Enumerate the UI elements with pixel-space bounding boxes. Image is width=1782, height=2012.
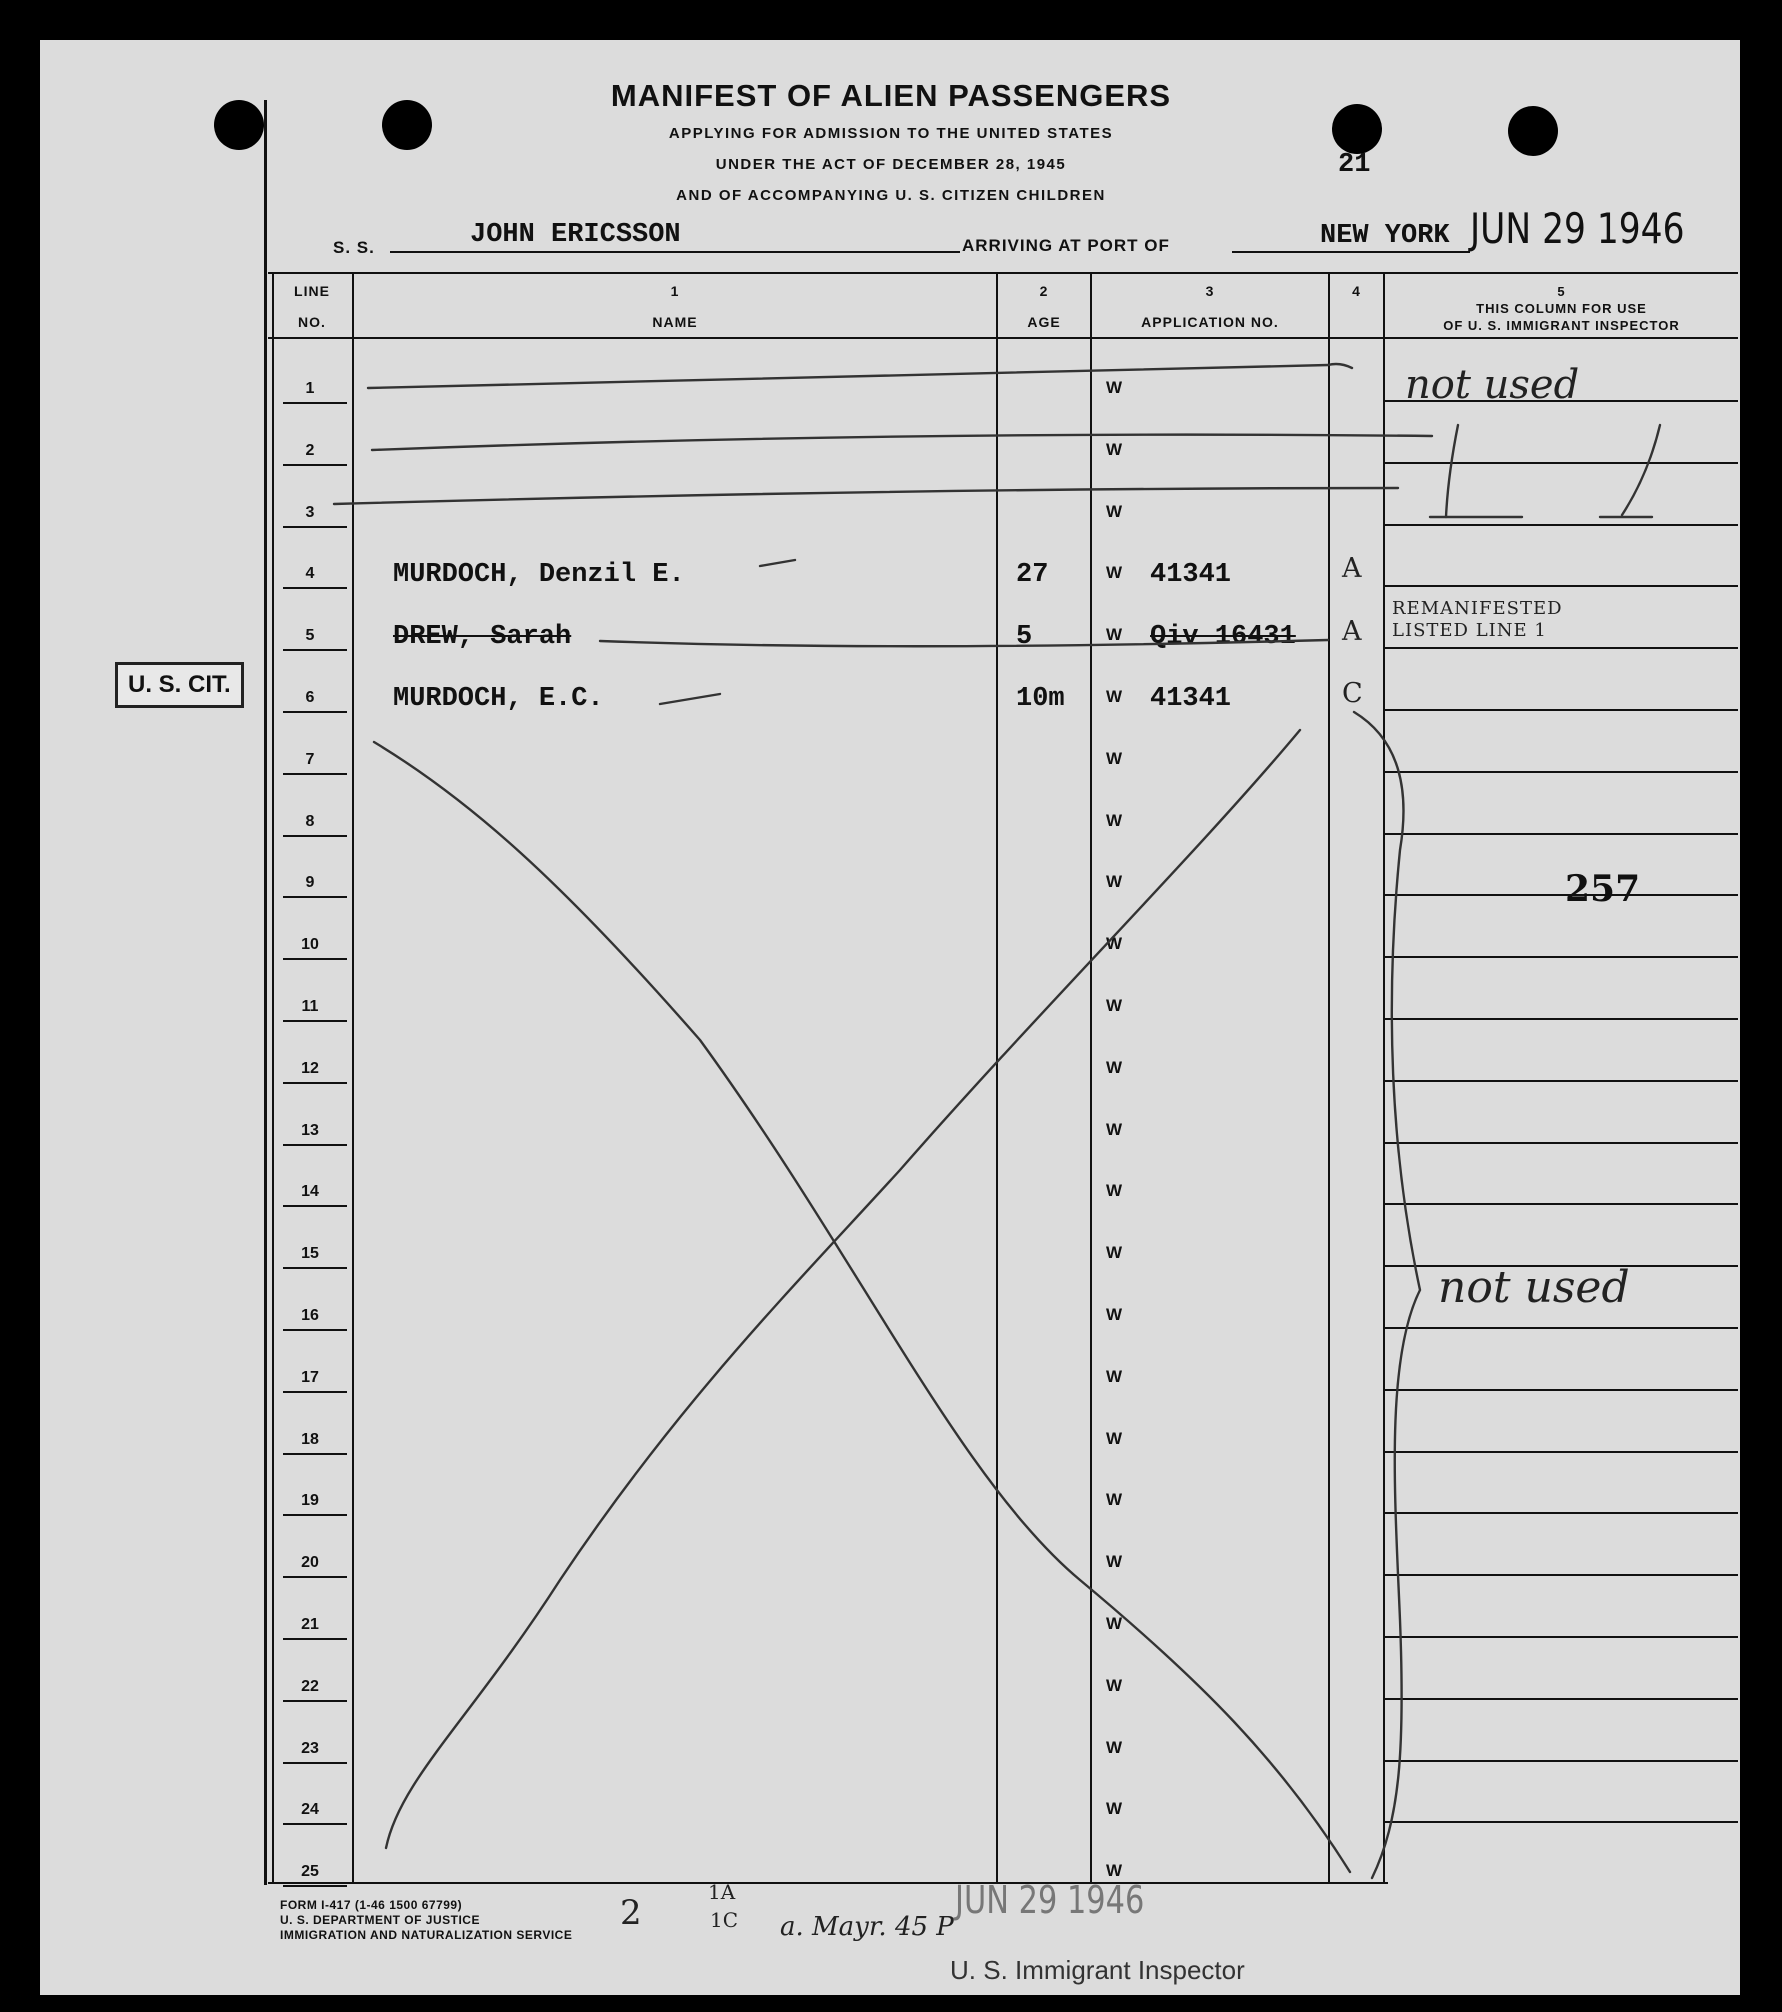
- application-prefix: W: [1106, 1614, 1123, 1633]
- row-number: 15: [301, 1245, 319, 1263]
- row-number: 10: [301, 936, 319, 954]
- cross-out-line: [386, 730, 1300, 1848]
- application-prefix: W: [1106, 1181, 1123, 1201]
- col4-mark: C: [1342, 678, 1363, 709]
- dash-mark: [660, 694, 720, 704]
- ss-label: S. S.: [333, 238, 375, 257]
- application-prefix: W: [1106, 996, 1123, 1015]
- footer-note: 1C: [710, 1908, 739, 1932]
- count-number: 257: [1565, 868, 1641, 910]
- form-subtitle: AND OF ACCOMPANYING U. S. CITIZEN CHILDREN: [676, 187, 1106, 204]
- application-prefix: W: [1106, 687, 1123, 706]
- row-number: 8: [305, 812, 315, 830]
- row-number: 19: [301, 1492, 319, 1510]
- passenger-name: MURDOCH, Denzil E.: [393, 560, 685, 590]
- row-number: 18: [301, 1430, 319, 1448]
- col-header-inspector: 5 THIS COLUMN FOR USE OF U. S. IMMIGRANT INSPECTOR: [1443, 284, 1680, 333]
- col4-mark: A: [1342, 553, 1362, 584]
- row-number: 2: [305, 441, 315, 459]
- col4-mark: A: [1342, 616, 1362, 647]
- strike-line: [368, 364, 1352, 388]
- handwritten-note: not used: [1438, 1262, 1630, 1313]
- date-stamp: JUN 29 1946: [1470, 204, 1685, 253]
- application-prefix: W: [1106, 563, 1123, 583]
- strike-line: [372, 435, 1432, 450]
- footer-signature: a. Mayr. 45 P: [780, 1912, 954, 1942]
- application-number: 41341: [1150, 684, 1232, 714]
- application-prefix: W: [1106, 1119, 1123, 1139]
- application-prefix: W: [1106, 1366, 1123, 1386]
- application-prefix: W: [1106, 1057, 1123, 1077]
- handwritten-note: REMANIFESTED: [1392, 598, 1563, 619]
- row-number: 16: [301, 1307, 319, 1324]
- footer-note: 2: [620, 1893, 642, 1933]
- application-number: Qiv 16431: [1150, 622, 1296, 652]
- col-header-age: 2 AGE: [1027, 283, 1061, 330]
- form-subtitle: APPLYING FOR ADMISSION TO THE UNITED STATES: [668, 125, 1114, 142]
- application-prefix: W: [1106, 1799, 1123, 1819]
- form-subtitle: UNDER THE ACT OF DECEMBER 28, 1945: [715, 156, 1067, 173]
- application-prefix: W: [1106, 1428, 1123, 1448]
- application-prefix: W: [1106, 625, 1123, 645]
- application-prefix: W: [1106, 1737, 1123, 1757]
- handwritten-note: LISTED LINE 1: [1392, 620, 1547, 641]
- application-prefix: W: [1106, 748, 1123, 768]
- handwritten-note: not used: [1405, 362, 1580, 408]
- col-header-name: 1 NAME: [652, 283, 698, 330]
- row-number: 12: [301, 1059, 319, 1077]
- row-number: 14: [301, 1183, 319, 1201]
- application-prefix: W: [1106, 1490, 1123, 1510]
- application-prefix: W: [1106, 1675, 1123, 1695]
- row-number: 17: [301, 1368, 319, 1386]
- row-number: 13: [301, 1121, 319, 1139]
- row-number: 24: [301, 1801, 319, 1819]
- application-prefix: W: [1106, 501, 1123, 521]
- brace-line: [1354, 712, 1420, 1878]
- application-prefix: W: [1106, 934, 1123, 954]
- row-number: 20: [301, 1554, 319, 1572]
- row-number: 6: [305, 689, 315, 706]
- passenger-age: 5: [1016, 622, 1033, 652]
- row-number: 23: [301, 1739, 319, 1757]
- row-number: 5: [305, 627, 315, 645]
- row-number: 22: [301, 1677, 319, 1695]
- application-prefix: W: [1106, 872, 1123, 892]
- cross-out-line: [374, 742, 1350, 1872]
- row-number: 21: [301, 1616, 319, 1633]
- row-number: 4: [305, 565, 315, 583]
- form-title: MANIFEST OF ALIEN PASSENGERS: [610, 78, 1172, 113]
- row-number: 9: [305, 874, 315, 892]
- row-number: 1: [305, 380, 315, 397]
- application-prefix: W: [1106, 1305, 1123, 1324]
- col-header-application: 3 APPLICATION NO.: [1141, 283, 1279, 330]
- application-prefix: W: [1106, 439, 1123, 459]
- passenger-age: 27: [1016, 560, 1049, 590]
- footer-date-stamp: JUN 29 1946: [955, 1878, 1145, 1922]
- row-number: 7: [305, 750, 315, 768]
- tally-mark: [1622, 425, 1660, 515]
- col-header-4: 4: [1352, 283, 1361, 299]
- form-footer: FORM I-417 (1-46 1500 67799) U. S. DEPARTMENT OF JUSTICE IMMIGRATION AND NATURALIZATION SERVICE: [280, 1898, 573, 1942]
- footer-note: 1A: [708, 1880, 736, 1904]
- application-number: 41341: [1150, 560, 1232, 590]
- tally-mark: [1446, 425, 1458, 517]
- strike-line: [600, 640, 1328, 646]
- page-number: 21: [1338, 150, 1371, 180]
- us-citizen-stamp: U. S. CIT.: [115, 662, 244, 708]
- passenger-name: MURDOCH, E.C.: [393, 684, 604, 714]
- row-number: 3: [305, 503, 315, 521]
- application-prefix: W: [1106, 1243, 1123, 1263]
- passenger-age: 10m: [1016, 684, 1065, 714]
- ship-name: JOHN ERICSSON: [470, 220, 681, 250]
- application-prefix: W: [1106, 1861, 1123, 1881]
- row-number: 25: [301, 1863, 319, 1881]
- strike-line: [334, 488, 1398, 504]
- application-prefix: W: [1106, 378, 1123, 397]
- passenger-name: DREW, Sarah: [393, 622, 572, 652]
- port-label: ARRIVING AT PORT OF: [962, 236, 1170, 255]
- port-name: NEW YORK: [1320, 221, 1450, 251]
- dash-mark: [760, 560, 795, 566]
- col-header-line: LINE NO.: [294, 283, 330, 330]
- application-prefix: W: [1106, 810, 1123, 830]
- application-prefix: W: [1106, 1552, 1123, 1572]
- row-number: 11: [301, 998, 319, 1015]
- inspector-label: U. S. Immigrant Inspector: [950, 1955, 1245, 1985]
